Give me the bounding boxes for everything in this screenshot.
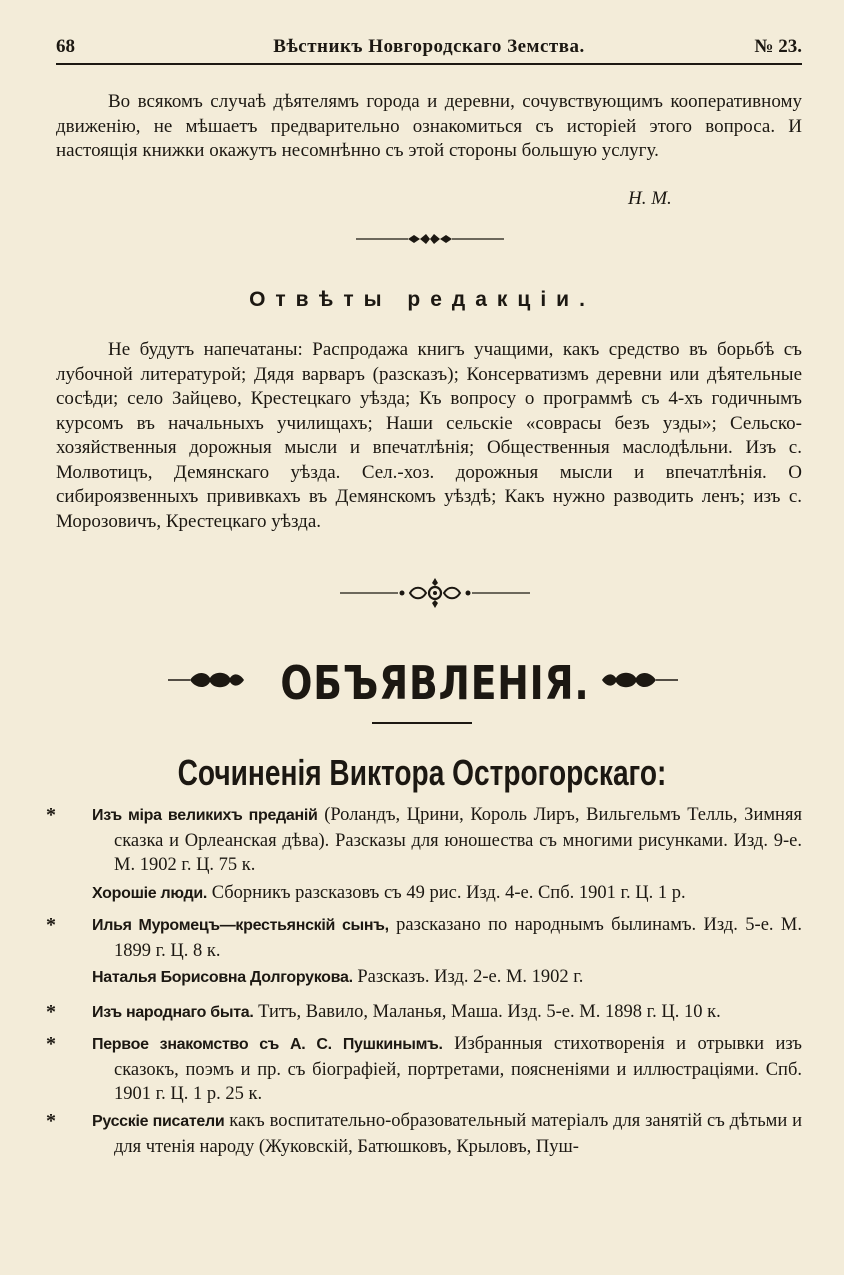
book-entry [46, 881, 802, 907]
book-entry [46, 913, 802, 963]
journal-title: Вѣстникъ Новгородскаго Земства. [273, 36, 585, 57]
book-entry [46, 1032, 802, 1107]
entry-text: Титъ, Вавило, Маланья, Маша. Изд. 5-е. М. 1898 г. Ц. 10 к. [253, 1002, 721, 1022]
right-scroll-ornament [602, 668, 678, 692]
intro-text: Во всякомъ случаѣ дѣятелямъ города и деревни, сочувствующимъ кооперативному движенію, не мѣшаетъ предварительно ознакомиться съ исторіей этого вопроса. И настоящія книжки окажутъ несомнѣнно съ этой стороны большую услугу. [56, 91, 802, 161]
entry-title: Илья Муромецъ—крестьянскій сынъ, [92, 917, 389, 934]
entry-text: какъ воспитательно-образовательный матеріалъ для занятій съ дѣтьми и для чтенія народу (Жуковскій, Батюшковъ, Крыловъ, Пуш- [114, 1111, 802, 1157]
entry-title: Изъ народнаго быта. [92, 1004, 254, 1021]
book-entry [46, 803, 802, 878]
works-heading: Сочиненія Виктора Острогорскаго: [177, 752, 667, 793]
answers-heading: Отвѣты редакціи. [249, 288, 595, 311]
announcements-heading: ОБЪЯВЛЕНІЯ. [280, 656, 590, 710]
page-number: 68 [56, 36, 75, 57]
entry-title: Русскіе писатели [92, 1113, 225, 1130]
entry-text: Сборникъ разсказовъ съ 49 рис. Изд. 4-е. Спб. 1901 г. Ц. 1 р. [207, 883, 686, 903]
page-header [56, 36, 802, 64]
divider-ornament [356, 230, 504, 248]
book-entry [46, 1000, 802, 1026]
issue-number: № 23. [754, 36, 802, 57]
entry-title: Изъ міра великихъ преданій [92, 807, 318, 824]
entry-star: * [46, 1001, 56, 1023]
entry-star: * [46, 1110, 56, 1132]
entry-title: Наталья Борисовна Долгорукова. [92, 969, 353, 986]
entry-star: * [46, 914, 56, 936]
header-rule [56, 63, 802, 65]
book-entry [46, 1109, 802, 1159]
floral-ornament [340, 574, 530, 612]
entry-text: (Роландъ, Црини, Король Лиръ, Вильгельмъ Телль, Зимняя сказка и Орлеанская дѣва). Разсказы для юношества съ многими рисунками. Изд. 9-е. М. 1902 г. Ц. 75 к. [114, 805, 802, 875]
entry-text: разсказано по народнымъ былинамъ. Изд. 5-е. М. 1899 г. Ц. 8 к. [114, 915, 802, 961]
signature: Н. М. [628, 188, 672, 209]
entry-text: Разсказъ. Изд. 2-е. М. 1902 г. [352, 967, 584, 987]
left-scroll-ornament [168, 668, 244, 692]
answers-text: Не будутъ напечатаны: Распродажа книгъ учащими, какъ средство въ борьбѣ съ лубочной литературой; Дядя варваръ (разсказъ); Консерватизмъ деревни или дѣятельные сосѣди; село Зайцево, Крестецкаго уѣзда; Къ вопросу о программѣ съ 4-хъ годичнымъ курсомъ въ начальныхъ училищахъ; Наши сельскіе «соврасы безъ узды»; Сельско-хозяйственныя дорожныя мысли и впечатлѣнія; Общественныя маслодѣльни. Изъ с. Молвотицъ, Демянскаго уѣзда. Сел.-хоз. дорожныя мысли и впечатлѣнія. О сибироязвенныхъ прививкахъ въ Демянскомъ уѣздѣ; Какъ нужно разводить ленъ; изъ с. Морозовичъ, Крестецкаго уѣзда. [56, 339, 802, 532]
entry-title: Хорошіе люди. [92, 885, 208, 902]
entry-title: Первое знакомство съ А. С. Пушкинымъ. [92, 1036, 443, 1053]
intro-paragraph [56, 90, 802, 164]
entry-star: * [46, 1033, 56, 1055]
answers-paragraph [56, 338, 802, 534]
heading-rule [372, 722, 472, 724]
entry-star: * [46, 804, 56, 826]
book-entry [46, 965, 802, 991]
entry-text: Избранныя стихотворенія и отрывки изъ сказокъ, поэмъ и пр. съ біографіей, портретами, поясненіями и иллюстраціями. Спб. 1901 г. Ц. 1 р. 25 к. [114, 1034, 802, 1104]
